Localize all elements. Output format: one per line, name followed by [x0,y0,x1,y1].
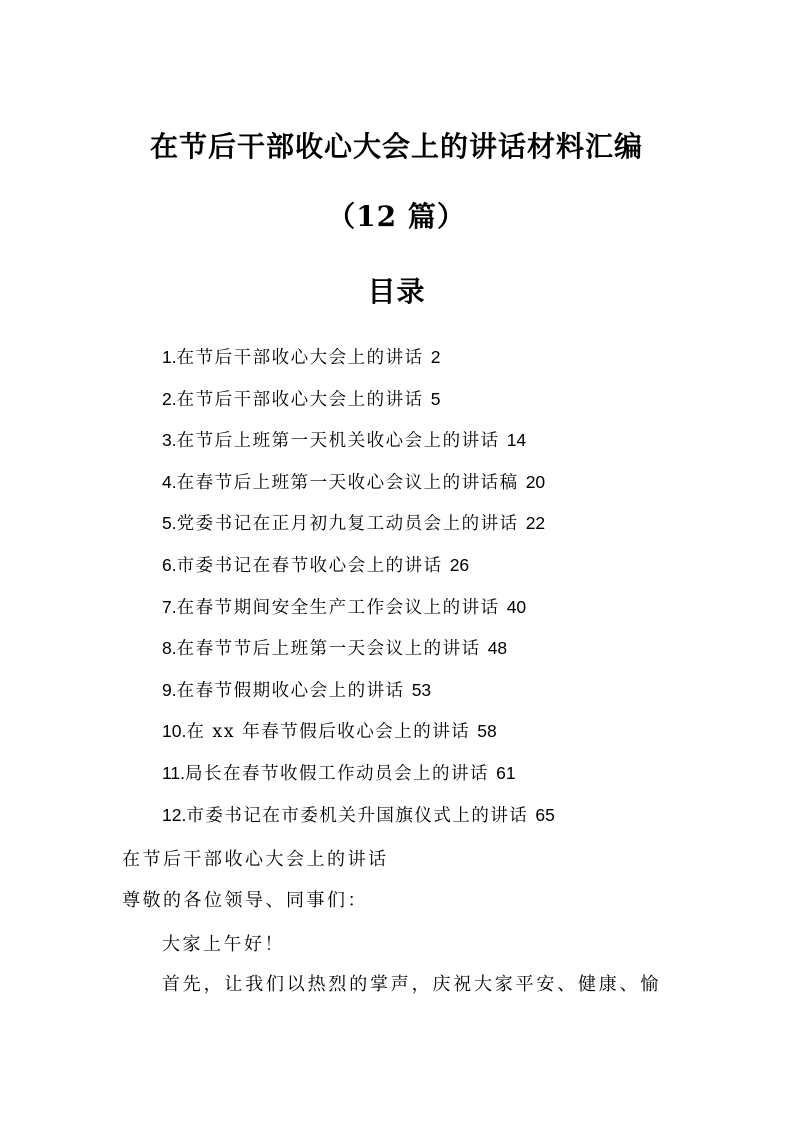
toc-item-number: 7. [162,596,177,617]
toc-item-page: 53 [411,679,432,700]
toc-item-text: 市委书记在春节收心会上的讲话 [176,555,443,576]
toc-item[interactable] [162,553,555,595]
toc-item[interactable] [162,470,555,512]
toc-item[interactable] [162,595,555,637]
toc-item-page: 5 [430,388,441,409]
toc-item-page: 61 [496,762,516,783]
toc-item-page: 65 [535,804,555,825]
table-of-contents [162,345,555,844]
toc-item-page: 22 [525,513,546,534]
toc-item-text: 在 xx 年春节假后收心会上的讲话 [186,722,471,743]
toc-item-text: 党委书记在正月初九复工动员会上的讲话 [176,514,519,535]
toc-item-text: 在节后干部收心大会上的讲话 [176,389,424,410]
toc-item-page: 58 [477,721,497,742]
toc-item[interactable] [162,719,555,761]
toc-item-page: 14 [506,430,527,451]
toc-item-page: 26 [449,554,470,575]
toc-item-text: 在春节节后上班第一天会议上的讲话 [176,639,481,660]
document-subtitle: （12 篇） [327,200,466,233]
toc-item[interactable] [162,387,555,429]
toc-item-text: 在节后干部收心大会上的讲话 [176,348,424,368]
toc-item-number: 2. [162,388,177,409]
toc-item[interactable] [162,428,555,470]
toc-item-number: 5. [162,513,177,534]
toc-item-text: 局长在春节收假工作动员会上的讲话 [185,763,490,784]
toc-item-text: 在春节假期收心会上的讲话 [176,680,405,701]
toc-item-number: 8. [162,638,177,659]
toc-item-number: 12. [162,804,187,825]
toc-item-number: 6. [162,554,177,575]
salutation: 尊敬的各位领导、同事们： [122,890,368,911]
toc-item-page: 2 [430,347,441,367]
toc-item-text: 市委书记在市委机关升国旗仪式上的讲话 [186,805,529,826]
toc-item-page: 20 [525,471,546,492]
toc-item-page: 40 [506,596,527,617]
body-paragraph: 首先，让我们以热烈的掌声，庆祝大家平安、健康、愉 [162,974,662,995]
toc-item-text: 在春节后上班第一天收心会议上的讲话稿 [176,472,519,493]
toc-item-number: 10. [162,721,187,742]
toc-item-page: 48 [487,638,508,659]
section-title: 在节后干部收心大会上的讲话 [122,849,389,870]
toc-item[interactable] [162,761,555,803]
toc-item-number: 9. [162,679,177,700]
toc-item-number: 4. [162,471,177,492]
greeting: 大家上午好！ [162,934,285,955]
toc-item-number: 3. [162,430,177,451]
toc-item-number: 11. [162,762,186,783]
toc-item-number: 1. [162,347,177,367]
toc-item[interactable] [162,636,555,678]
document-title: 在节后干部收心大会上的讲话材料汇编 [149,130,643,163]
toc-item-text: 在节后上班第一天机关收心会上的讲话 [176,431,500,452]
toc-item[interactable] [162,803,555,845]
toc-item[interactable] [162,345,555,387]
toc-heading: 目录 [367,275,426,308]
toc-item[interactable] [162,678,555,720]
toc-item[interactable] [162,511,555,553]
toc-item-text: 在春节期间安全生产工作会议上的讲话 [176,597,500,618]
